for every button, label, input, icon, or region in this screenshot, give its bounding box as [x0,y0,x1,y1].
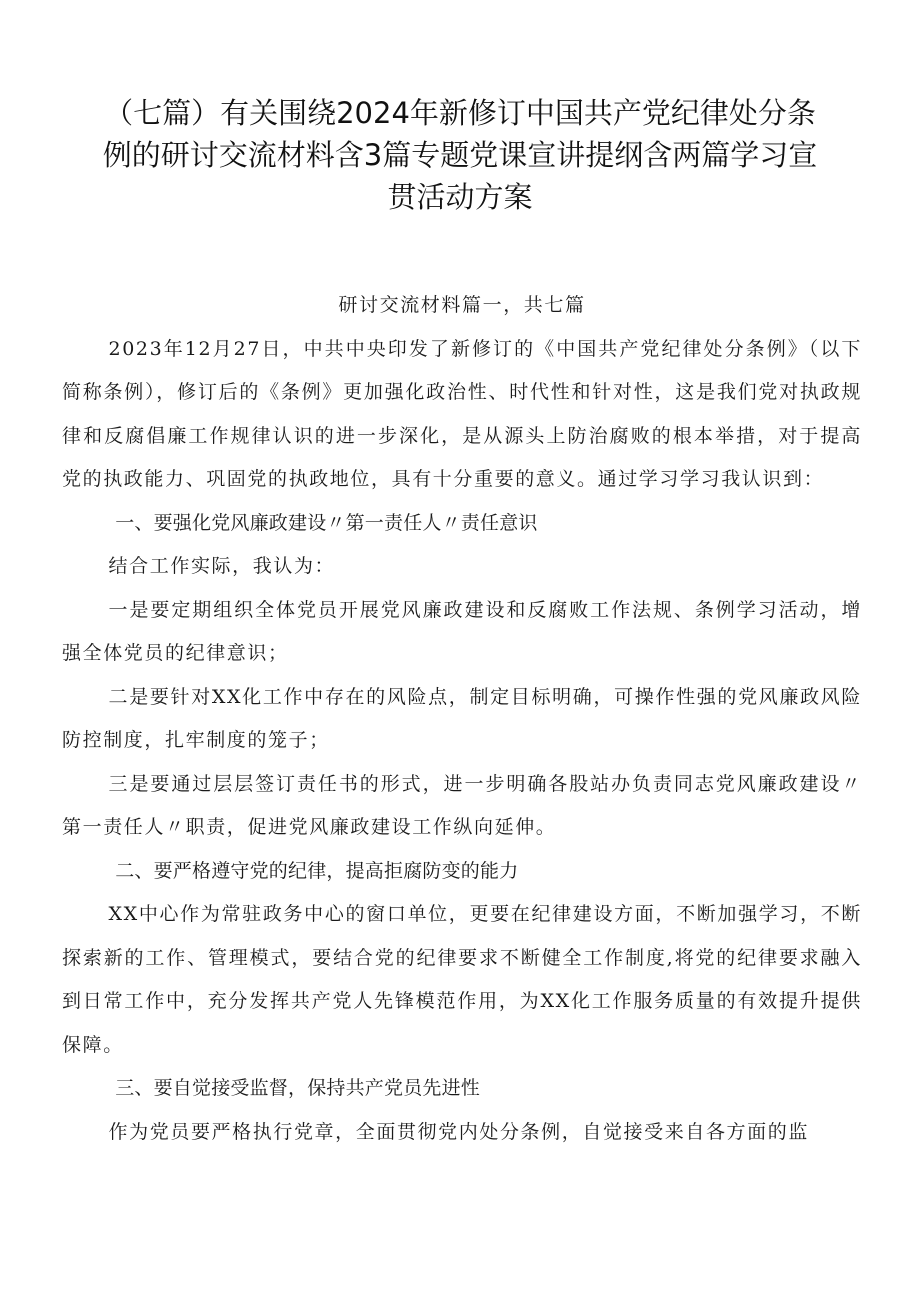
paragraph: 二是要针对XX化工作中存在的风险点，制定目标明确，可操作性强的党风廉政风险防控制度，扎牢制度的笼子； [62,685,862,751]
intro-paragraph: 2023年12月27日，中共中央印发了新修订的《中国共产党纪律处分条例》（以下简称条例），修订后的《条例》更加强化政治性、时代性和针对性，这是我们党对执政规律和反腐倡廉工作规律认识的进一步深化，是从源头上防治腐败的根本举措，对于提高党的执政能力、巩固党的执政地位，具有十分重要的意义。通过学习学习我认识到： [62,337,862,490]
document-body [62,284,862,1154]
paragraph: 三是要通过层层签订责任书的形式，进一步明确各股站办负责同志党风廉政建设〃第一责任人〃职责，促进党风廉政建设工作纵向延伸。 [62,772,862,838]
paragraph: 一是要定期组织全体党员开展党风廉政建设和反腐败工作法规、条例学习活动，增强全体党员的纪律意识； [62,598,862,664]
heading-one: 一、要强化党风廉政建设〃第一责任人〃责任意识 [115,511,538,534]
paragraph: 作为党员要严格执行党章，全面贯彻党内处分条例，自觉接受来自各方面的监 [108,1120,809,1143]
paragraph: 结合工作实际，我认为： [108,555,336,577]
paragraph: XX中心作为常驻政务中心的窗口单位，更要在纪律建设方面，不断加强学习，不断探索新的工作、管理模式，要结合党的纪律要求不断健全工作制度,将党的纪律要求融入到日常工作中，充分发挥共产党人先锋模范作用，为XX化工作服务质量的有效提升提供保障。 [62,903,862,1056]
section-subtitle: 研讨交流材料篇一，共七篇 [338,294,586,316]
document-title: （七篇）有关围绕2024年新修订中国共产党纪律处分条例的研讨交流材料含3篇专题党课宣讲提纲含两篇学习宣贯活动方案 [102,96,818,214]
heading-two: 二、要严格遵守党的纪律，提高拒腐防变的能力 [115,859,519,882]
heading-three: 三、要自觉接受监督，保持共产党员先进性 [115,1077,480,1099]
